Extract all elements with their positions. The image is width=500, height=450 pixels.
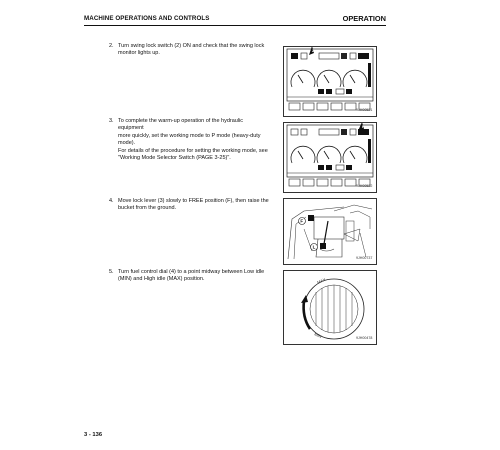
step-number: 2.	[109, 43, 114, 49]
figure-code: 9JH00478	[356, 336, 373, 340]
step-line: "Working Mode Selector Switch (PAGE 3-25)".	[118, 155, 231, 162]
header-chapter-title: OPERATION	[342, 14, 386, 23]
step-line: For details of the procedure for setting the working mode, see	[118, 147, 268, 154]
dial-min-label: MIN	[313, 331, 323, 340]
step-line: mode).	[118, 140, 136, 147]
header-section-title: MACHINE OPERATIONS AND CONTROLS	[84, 15, 210, 22]
fuel-control-dial-figure	[283, 270, 377, 345]
step-line: Move lock lever (3) slowly to FREE position (F), then raise the	[118, 198, 269, 204]
callout-free: F	[300, 218, 304, 224]
step-line: monitor lights up.	[118, 50, 160, 57]
step-2	[109, 43, 270, 58]
dial-max-label: MAX	[316, 276, 327, 285]
step-4	[109, 198, 270, 213]
figure-code: 9JH00737	[356, 256, 373, 260]
figure-callout: P	[362, 124, 365, 129]
figure-code: 9JH00522	[356, 184, 373, 188]
step-line: Turn fuel control dial (4) to a point midway between Low idle	[118, 269, 265, 275]
monitor-panel-illustration	[284, 47, 376, 116]
step-line: (MIN) and High idle (MAX) position.	[118, 276, 205, 283]
step-line: Turn swing lock switch (2) ON and check that the swing lock	[118, 43, 265, 49]
step-number: 5.	[109, 269, 114, 275]
page-number: 3 - 136	[84, 432, 103, 438]
step-line: To complete the warm-up operation of the hydraulic equipment	[118, 118, 244, 132]
fuel-dial-illustration	[284, 271, 376, 344]
monitor-figure-swing-lock	[283, 46, 377, 117]
monitor-figure-working-mode	[283, 122, 377, 193]
step-number: 3.	[109, 118, 114, 124]
lock-lever-figure	[283, 198, 377, 265]
monitor-panel-illustration	[284, 123, 376, 192]
step-3	[109, 118, 270, 162]
figure-code: 9JH00521	[356, 108, 373, 112]
callout-lock: L	[312, 244, 316, 250]
lock-lever-illustration	[284, 199, 376, 264]
header-rule	[84, 25, 386, 26]
step-line: bucket from the ground.	[118, 205, 177, 212]
step-number: 4.	[109, 198, 114, 204]
step-5	[109, 269, 270, 284]
figure-callout: 2	[312, 48, 315, 53]
step-line: more quickly, set the working mode to P mode (heavy-duty	[118, 132, 261, 139]
